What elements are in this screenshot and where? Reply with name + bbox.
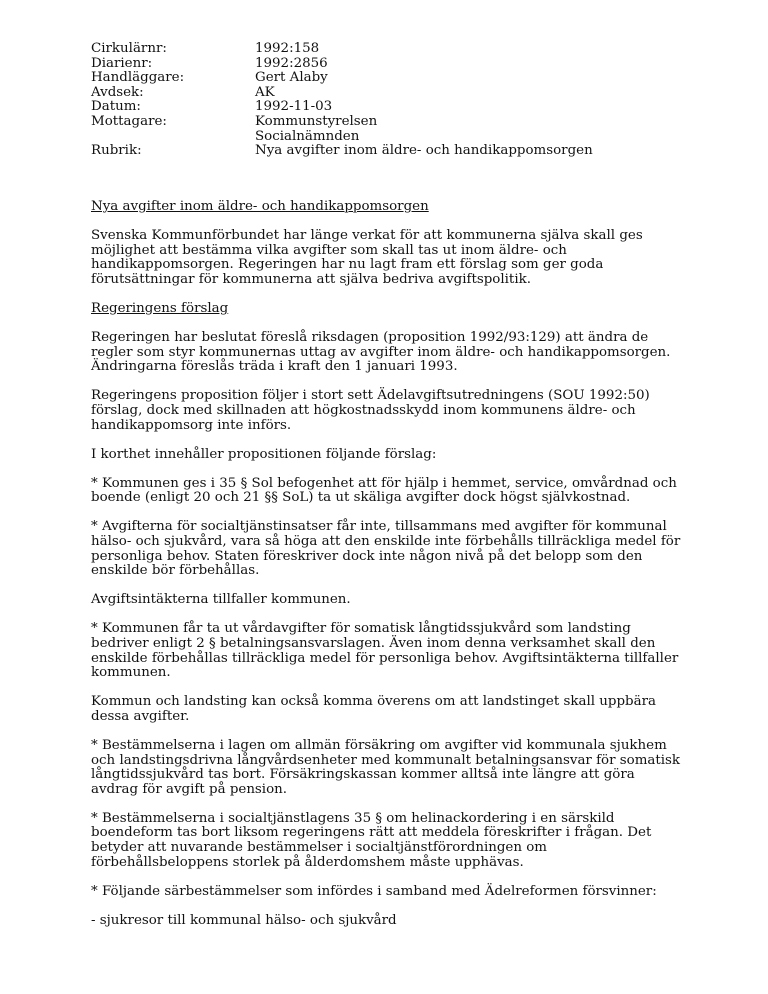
meta-value: 1992:158 [255, 41, 320, 56]
meta-label [91, 130, 255, 145]
meta-row-recipient-2 [91, 130, 593, 145]
meta-row-recipient [91, 115, 593, 130]
meta-label: Rubrik: [91, 143, 142, 159]
meta-row-department [91, 86, 593, 101]
paragraph: * Avgifterna för socialtjänstinsatser får inte, tillsammans med avgifter för kommunal hälso- och sjukvård, vara så höga att den enskilde inte förbehålls tillräckliga medel för personliga behov. Staten föreskriver dock inte någon nivå på det belopp som den enskilde bör förbehållas. [91, 519, 681, 579]
paragraph: Regeringens proposition följer i stort sett Ädelavgiftsutredningens (SOU 1992:50) förslag, dock med skillnaden att högkostnadsskydd inom kommunens äldre- och handikappomsorg inte införs. [91, 388, 650, 433]
list-item: - sjukresor till kommunal hälso- och sjukvård [91, 912, 397, 928]
meta-label: Cirkulärnr: [91, 41, 167, 56]
intro-paragraph: Svenska Kommunförbundet har länge verkat för att kommunerna själva skall ges möjlighet att bestämma vilka avgifter som skall tas ut inom äldre- och handikappomsorgen. Regeringen har nu lagt fram ett förslag som ger goda förutsättningar för kommunerna att själva bedriva avgiftspolitik. [91, 228, 643, 287]
paragraph: * Kommunen ges i 35 § Sol befogenhet att för hjälp i hemmet, service, omvårdnad och boende (enligt 20 och 21 §§ SoL) ta ut skäliga avgifter dock högst självkostnad. [91, 475, 677, 506]
paragraph: * Bestämmelserna i socialtjänstlagens 35 § om helinackordering i en särskild boendeform tas bort liksom regeringens rätt att meddela föreskrifter i frågan. Det betyder att nuvarande bestämmelser i socialtjänstförordningen om förbehållsbeloppens storlek på ålderdomshem måste upphävas. [91, 810, 652, 870]
document-metadata [91, 42, 593, 159]
paragraph: * Kommunen får ta ut vårdavgifter för somatisk långtidssjukvård som landsting bedriver enligt 2 § betalningsansvarslagen. Även inom denna verksamhet skall den enskilde förbehållas tillräckliga medel för personliga behov. Avgiftsintäkterna tillfaller kommunen. [91, 621, 679, 681]
meta-value: 1992-11-03 [255, 99, 333, 115]
meta-label: Handläggare: [91, 70, 185, 86]
meta-value: Gert Alaby [255, 70, 328, 86]
paragraph: Regeringen har beslutat föreslå riksdagen (proposition 1992/93:129) att ändra de regler som styr kommunernas uttag av avgifter inom äldre- och handikappomsorgen. Ändringarna föreslås träda i kraft den 1 januari 1993. [91, 330, 671, 375]
meta-row-handler [91, 71, 593, 86]
meta-row-diary-number [91, 57, 593, 72]
meta-row-subject [91, 144, 593, 159]
meta-row-circular-number [91, 42, 593, 57]
paragraph: I korthet innehåller propositionen följande förslag: [91, 446, 437, 462]
meta-label: Avdsek: [91, 84, 144, 100]
paragraph: Kommun och landsting kan också komma överens om att landstinget skall uppbära dessa avgifter. [91, 694, 656, 724]
meta-label: Mottagare: [91, 113, 167, 129]
paragraph: Avgiftsintäkterna tillfaller kommunen. [91, 592, 351, 608]
meta-value: Nya avgifter inom äldre- och handikappomsorgen [255, 143, 593, 159]
meta-value: Kommunstyrelsen [255, 113, 378, 129]
paragraph: * Bestämmelserna i lagen om allmän försäkring om avgifter vid kommunala sjukhem och landstingsdrivna långvårdsenheter med kommunalt betalningsansvar för somatisk långtidssjukvård tas bort. Försäkringskassan kommer alltså inte längre att göra avdrag för avgift på pension. [91, 737, 681, 797]
paragraph: * Följande särbestämmelser som infördes i samband med Ädelreformen försvinner: [91, 883, 657, 899]
meta-value: AK [255, 84, 275, 100]
meta-label: Diarienr: [91, 55, 153, 71]
section-heading: Regeringens förslag [91, 300, 229, 316]
document-body [91, 200, 681, 943]
meta-row-date [91, 100, 593, 115]
meta-value: Socialnämnden [255, 128, 360, 144]
meta-value: 1992:2856 [255, 55, 328, 71]
meta-label: Datum: [91, 99, 141, 115]
document-title: Nya avgifter inom äldre- och handikappomsorgen [91, 199, 429, 214]
